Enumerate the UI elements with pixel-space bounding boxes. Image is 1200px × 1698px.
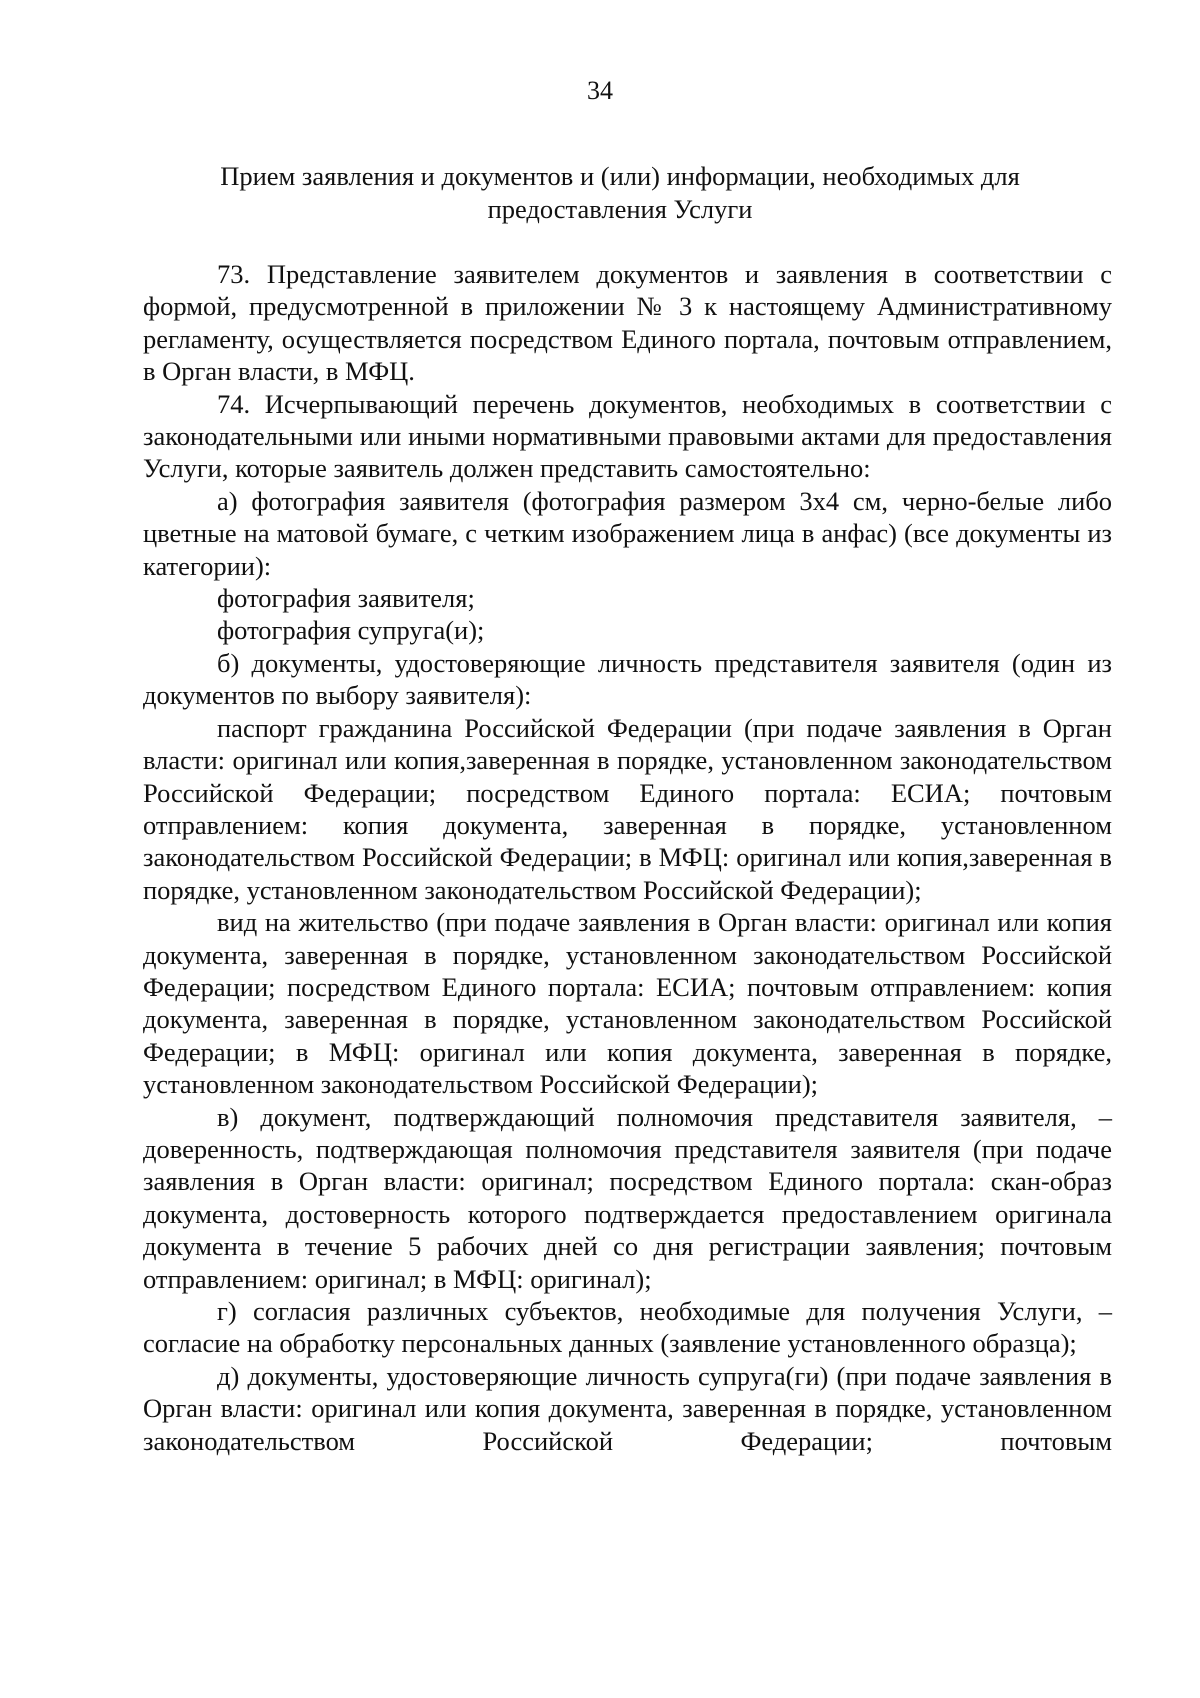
paragraph-residence-permit: вид на жительство (при подаче заявления в Орган власти: оригинал или копия документа, заверенная в порядке, установленном законодательством Российской Федерации; посредством Единого портала: ЕСИА; почтовым отправлением: копия документа, заверенная в порядке, установленном законодательством Российской Федерации; в МФЦ: оригинал или копия документа, заверенная в порядке, установленном законодательством Российской Федерации); — [143, 907, 1112, 1100]
paragraph-item-g: г) согласия различных субъектов, необходимые для получения Услуги, – согласие на обработку персональных данных (заявление установленного образца); — [143, 1296, 1112, 1359]
section-heading — [180, 160, 1060, 226]
document-body — [143, 258, 1112, 1457]
paragraph-74: 74. Исчерпывающий перечень документов, необходимых в соответствии с законодательными или иными нормативными правовыми актами для предоставления Услуги, которые заявитель должен представить самостоятельно: — [143, 388, 1112, 484]
paragraph-item-b: б) документы, удостоверяющие личность представителя заявителя (один из документов по выбору заявителя): — [143, 647, 1112, 711]
section-heading-line-2: предоставления Услуги — [487, 194, 753, 224]
paragraph-item-a: а) фотография заявителя (фотография размером 3х4 см, черно-белые либо цветные на матовой бумаге, с четким изображением лица в анфас) (все документы из категории): — [143, 485, 1112, 581]
section-heading-line-1: Прием заявления и документов и (или) информации, необходимых для — [220, 161, 1020, 191]
paragraph-passport: паспорт гражданина Российской Федерации (при подаче заявления в Орган власти: оригинал или копия,заверенная в порядке, установленном законодательством Российской Федерации; посредством Единого портала: ЕСИА; почтовым отправлением: копия документа, заверенная в порядке, установленном законодательством Российской Федерации; в МФЦ: оригинал или копия,заверенная в порядке, установленном законодательством Российской Федерации); — [143, 712, 1112, 905]
paragraph-photo-applicant: фотография заявителя; — [217, 583, 475, 614]
paragraph-item-d: д) документы, удостоверяющие личность супруга(ги) (при подаче заявления в Орган власти: оригинал или копия документа, заверенная в порядке, установленном законодательством Российской Федерации; почтовым — [143, 1360, 1112, 1456]
paragraph-item-v: в) документ, подтверждающий полномочия представителя заявителя, – доверенность, подтверждающая полномочия представителя заявителя (при подаче заявления в Орган власти: оригинал; посредством Единого портала: скан-образ документа, достоверность которого подтверждается предоставлением оригинала документа в течение 5 рабочих дней со дня регистрации заявления; почтовым отправлением: оригинал; в МФЦ: оригинал); — [143, 1101, 1112, 1294]
paragraph-73: 73. Представление заявителем документов и заявления в соответствии с формой, предусмотренной в приложении № 3 к настоящему Административному регламенту, осуществляется посредством Единого портала, почтовым отправлением, в Орган власти, в МФЦ. — [143, 259, 1112, 387]
paragraph-photo-spouse: фотография супруга(и); — [217, 615, 485, 646]
page-number: 34 — [587, 76, 613, 105]
